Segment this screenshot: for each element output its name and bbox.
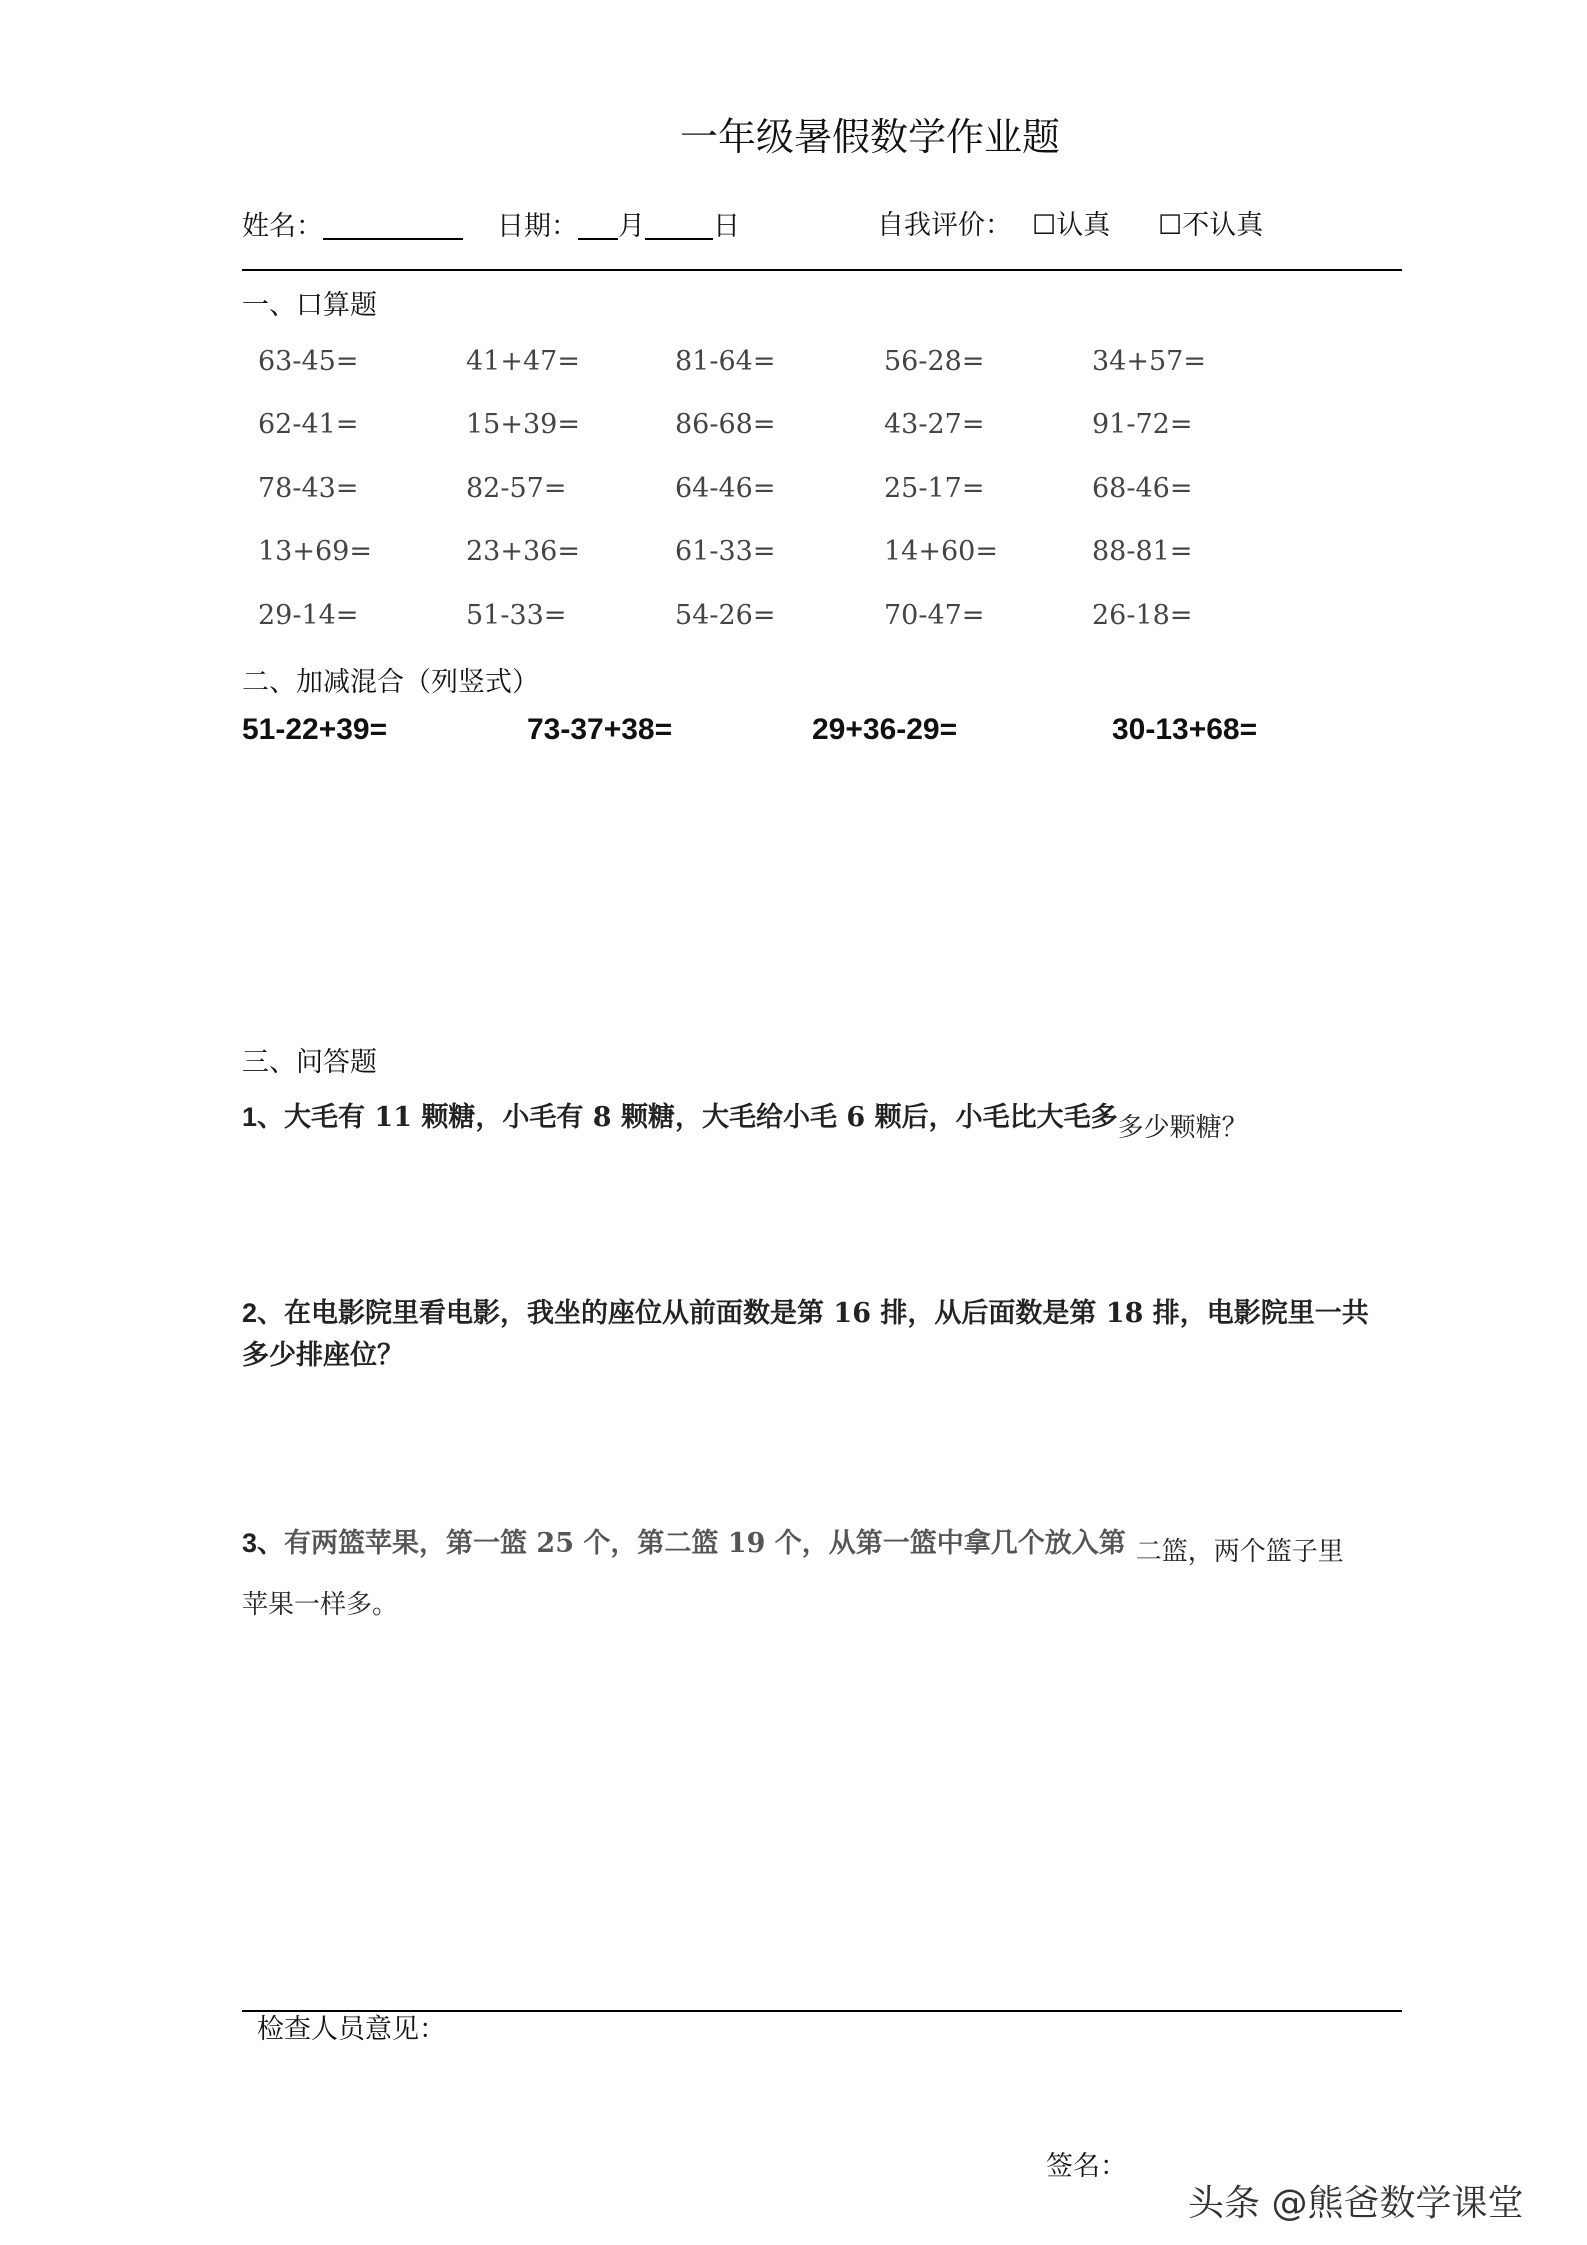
question-1	[242, 1102, 1248, 1143]
name-field	[242, 212, 463, 240]
section2-title: 二、加减混合（列竖式）	[242, 667, 539, 698]
oral-calc-problem: 51-33=	[466, 600, 567, 631]
date-label: 日期：	[497, 211, 578, 242]
oral-calc-problem: 63-45=	[258, 346, 359, 377]
mixed-problem: 51-22+39=	[242, 713, 388, 746]
self-eval-label: 自我评价：	[877, 210, 1012, 241]
oral-calc-problem: 82-57=	[466, 473, 567, 504]
footer-divider	[242, 2010, 1402, 2012]
question-text-tail: 二篮，两个篮子里	[1135, 1537, 1344, 1567]
question-2	[242, 1300, 1369, 1327]
question-text: 在电影院里看电影，我坐的座位从前面数是第 16 排，从后面数是第 18 排，电影院里一共	[284, 1298, 1369, 1329]
day-blank	[645, 212, 713, 240]
mixed-problem: 29+36-29=	[812, 713, 958, 746]
watermark: 头条 @熊爸数学课堂	[1188, 2183, 1524, 2224]
oral-calc-problem: 64-46=	[675, 473, 776, 504]
option-label: 不认真	[1182, 210, 1264, 241]
oral-calc-problem: 68-46=	[1092, 473, 1193, 504]
oral-calc-problem: 56-28=	[884, 346, 985, 377]
oral-calc-problem: 70-47=	[884, 600, 985, 631]
oral-calc-problem: 13+69=	[258, 536, 372, 567]
question-number: 1、	[242, 1102, 285, 1132]
oral-calc-problem: 61-33=	[675, 536, 776, 567]
option-serious[interactable]	[1032, 212, 1110, 239]
checkbox-icon[interactable]: ☐	[1158, 210, 1183, 241]
oral-calc-problem: 26-18=	[1092, 600, 1193, 631]
oral-calc-problem: 43-27=	[884, 409, 985, 440]
question-2-line2: 多少排座位？	[242, 1340, 404, 1371]
header-divider	[242, 269, 1402, 271]
month-label: 月	[618, 211, 645, 242]
question-text: 大毛有 11 颗糖，小毛有 8 颗糖，大毛给小毛 6 颗后，小毛比大毛多	[284, 1102, 1118, 1133]
date-field	[497, 212, 740, 240]
oral-calc-problem: 34+57=	[1092, 346, 1206, 377]
question-3-line2: 苹果一样多。	[242, 1590, 399, 1620]
month-blank	[578, 212, 618, 240]
inspector-comment-label: 检查人员意见：	[257, 2014, 446, 2045]
oral-calc-problem: 78-43=	[258, 473, 359, 504]
mixed-problem: 30-13+68=	[1112, 713, 1258, 746]
signature-label: 签名：	[1046, 2151, 1127, 2182]
oral-calc-problem: 14+60=	[884, 536, 998, 567]
oral-calc-problem: 15+39=	[466, 409, 580, 440]
oral-calc-problem: 86-68=	[675, 409, 776, 440]
oral-calc-problem: 91-72=	[1092, 409, 1193, 440]
oral-calc-problem: 88-81=	[1092, 536, 1193, 567]
section1-title: 一、口算题	[242, 290, 377, 321]
question-text-tail: 多少颗糖？	[1117, 1113, 1248, 1143]
oral-calc-problem: 29-14=	[258, 600, 359, 631]
oral-calc-problem: 54-26=	[675, 600, 776, 631]
name-blank	[323, 212, 463, 240]
question-number: 3、	[242, 1528, 285, 1558]
question-number: 2、	[242, 1298, 285, 1328]
mixed-problem: 73-37+38=	[527, 713, 673, 746]
oral-calc-problem: 23+36=	[466, 536, 580, 567]
oral-calc-problem: 81-64=	[675, 346, 776, 377]
checkbox-icon[interactable]: ☐	[1032, 210, 1057, 241]
section3-title: 三、问答题	[242, 1047, 377, 1078]
name-label: 姓名：	[242, 211, 323, 242]
day-label: 日	[713, 211, 740, 242]
question-text: 有两篮苹果，第一篮 25 个，第二篮 19 个，从第一篮中拿几个放入第	[284, 1528, 1126, 1559]
option-not-serious[interactable]	[1158, 212, 1263, 239]
question-3	[242, 1528, 1344, 1567]
option-label: 认真	[1056, 210, 1111, 241]
oral-calc-problem: 62-41=	[258, 409, 359, 440]
page-title: 一年级暑假数学作业题	[679, 115, 1060, 159]
oral-calc-problem: 41+47=	[466, 346, 580, 377]
oral-calc-problem: 25-17=	[884, 473, 985, 504]
